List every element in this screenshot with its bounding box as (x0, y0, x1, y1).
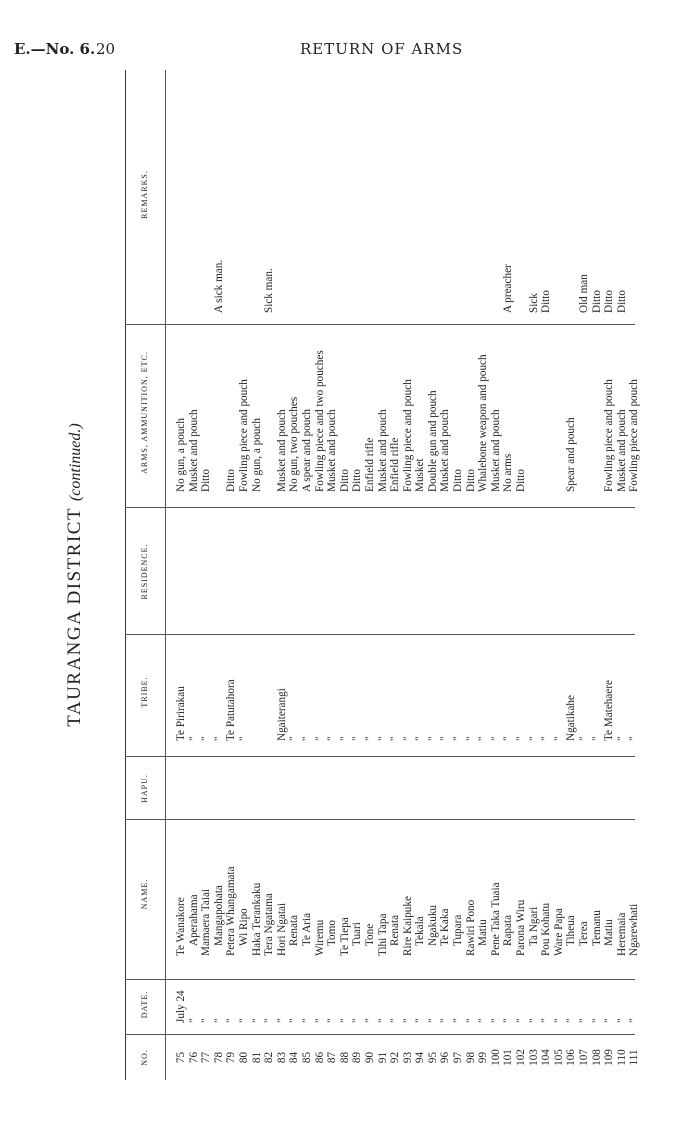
cell-date: " (578, 1018, 590, 1023)
cell-no: 78 (212, 1051, 225, 1064)
cell-no: 100 (489, 1049, 502, 1066)
cell-arms (528, 325, 541, 500)
cell-arms: Ditto (225, 469, 238, 492)
cell-date: " (477, 1018, 490, 1023)
cell-no: 81 (250, 1051, 263, 1064)
cell-date: " (565, 1018, 578, 1023)
cell-arms: Ditto (200, 469, 213, 492)
cell-tribe: " (363, 736, 376, 741)
cell-date: " (489, 1018, 502, 1023)
cell-date: " (338, 1018, 351, 1023)
cell-tribe: Te Patutahora (225, 679, 238, 741)
cell-tribe (263, 635, 276, 749)
cell-name: Renata (389, 914, 402, 946)
cell-arms (591, 325, 604, 500)
page-title: RETURN OF ARMS (300, 40, 464, 58)
rotated-table-page (55, 70, 655, 1080)
cell-name: Matiu (603, 919, 616, 946)
cell-arms: Musket and pouch (376, 409, 389, 492)
continued-note: (continued.) (67, 423, 84, 502)
cell-arms: No arms (502, 453, 515, 492)
column-no (125, 1034, 641, 1080)
cell-name: Ta Ngari (527, 906, 540, 946)
cell-tribe: " (212, 736, 225, 741)
cell-name: Ngakuku (426, 904, 439, 946)
cell-arms: Musket and pouch (275, 409, 288, 492)
column-header-residence: RESIDENCE. (125, 508, 166, 635)
cell-name: Wi Ripo (237, 908, 250, 946)
cell-arms: Fowling piece and pouch (401, 379, 414, 492)
cell-date: " (237, 1018, 250, 1023)
column-header-name: NAME. (125, 820, 166, 980)
cell-tribe: " (615, 736, 628, 741)
cell-arms: Fowling piece and two pouches (313, 350, 326, 492)
cell-arms: Ditto (338, 469, 351, 492)
cell-remarks (225, 70, 238, 319)
cell-arms: Double gun and pouch (426, 390, 439, 492)
cell-date: " (263, 1018, 276, 1023)
cell-no: 75 (175, 1051, 187, 1064)
cell-tribe: " (426, 736, 439, 741)
cell-name: Te Kaka (439, 908, 452, 946)
cell-name: Aperahama (187, 894, 200, 946)
cell-no: 88 (338, 1051, 351, 1064)
cell-tribe: " (578, 736, 590, 741)
cell-date: " (401, 1018, 414, 1023)
cell-tribe (251, 635, 264, 749)
cell-name: Heremaia (615, 912, 628, 956)
cell-no: 83 (275, 1051, 288, 1064)
cell-tribe: Ngaiterangi (275, 688, 288, 741)
cell-tribe: " (477, 736, 490, 741)
cell-name: Tomo (326, 920, 339, 946)
cell-date: " (452, 1018, 465, 1023)
cell-name: Petera Whangamata (225, 866, 238, 956)
cell-no: 95 (426, 1051, 439, 1064)
cell-no: 99 (477, 1051, 490, 1064)
cell-arms: No gun, two pouches (288, 396, 301, 492)
cell-name: Terea (578, 921, 590, 946)
cell-date: " (288, 1018, 301, 1023)
cell-name: Te Aria (300, 912, 313, 946)
cell-no: 90 (363, 1051, 376, 1064)
cell-no: 80 (237, 1051, 250, 1064)
district-name: TAURANGA DISTRICT (64, 507, 85, 727)
cell-no: 104 (540, 1049, 553, 1066)
cell-no: 97 (452, 1051, 465, 1064)
cell-date: " (590, 1018, 603, 1023)
cell-name: Pou Kohatu (540, 902, 553, 956)
cell-tribe: " (414, 736, 427, 741)
cell-date: " (250, 1018, 263, 1023)
cell-arms: No gun, a pouch (250, 418, 263, 492)
cell-arms: Musket (414, 458, 427, 492)
cell-remarks (553, 70, 566, 319)
cell-tribe: " (464, 736, 477, 741)
cell-no: 96 (439, 1051, 452, 1064)
cell-remarks (439, 70, 452, 319)
cell-tribe: " (351, 736, 364, 741)
column-hapu (125, 756, 635, 820)
arms-return-table (125, 70, 641, 1080)
cell-no: 93 (401, 1051, 414, 1064)
cell-name: Mamaera Taiai (200, 888, 213, 956)
cell-remarks (339, 70, 352, 319)
cell-arms: Ditto (464, 469, 477, 492)
cell-remarks (251, 70, 264, 319)
cell-tribe: " (389, 736, 402, 741)
cell-arms (553, 325, 566, 500)
cell-remarks (351, 70, 364, 319)
cell-arms: Ditto (351, 469, 364, 492)
cell-tribe: " (237, 736, 250, 741)
cell-name: Rire Kaipuke (401, 896, 414, 956)
cell-no: 101 (502, 1049, 515, 1066)
cell-tribe: " (502, 736, 515, 741)
cell-name: Haka Terankaku (250, 882, 263, 956)
cell-arms: Whalebone weapon and pouch (477, 354, 490, 492)
cell-arms (263, 325, 276, 500)
cell-name: Ngarewhati (628, 903, 641, 956)
cell-remarks: Sick man. (263, 268, 276, 313)
cell-tribe: " (590, 736, 603, 741)
cell-remarks (175, 70, 188, 319)
column-arms (125, 324, 641, 508)
column-remarks (125, 70, 635, 325)
cell-remarks (364, 70, 377, 319)
cell-remarks: A sick man. (212, 259, 225, 313)
cell-tribe: Ngatikahe (565, 695, 578, 741)
cell-no: 105 (552, 1049, 565, 1066)
cell-tribe: " (187, 736, 200, 741)
cell-tribe: " (376, 736, 389, 741)
cell-tribe: " (338, 736, 351, 741)
cell-remarks: Old man (578, 274, 590, 313)
column-header-tribe: TRIBE. (125, 635, 166, 757)
cell-no: 94 (414, 1051, 427, 1064)
cell-no: 102 (515, 1049, 528, 1066)
cell-date: " (313, 1018, 326, 1023)
cell-name: Parona Wiru (515, 899, 528, 956)
cell-no: 108 (590, 1049, 603, 1066)
cell-arms: Musket and pouch (326, 409, 339, 492)
cell-remarks (389, 70, 402, 319)
cell-remarks (314, 70, 327, 319)
cell-date: " (615, 1018, 628, 1023)
column-header-remarks: REMARKS. (125, 70, 166, 325)
cell-remarks: Ditto (615, 290, 628, 313)
cell-date: " (225, 1018, 238, 1023)
cell-name: Ware Papa (552, 908, 565, 956)
cell-arms: No gun, a pouch (175, 418, 187, 492)
cell-arms (578, 325, 591, 500)
cell-tribe: " (200, 736, 213, 741)
cell-tribe: " (401, 736, 414, 741)
cell-remarks (452, 70, 465, 319)
cell-arms: Spear and pouch (565, 417, 578, 492)
cell-name: Mangapohata (212, 885, 225, 946)
cell-name: Wiremu (313, 919, 326, 956)
cell-no: 91 (376, 1051, 389, 1064)
cell-remarks (628, 70, 641, 319)
cell-date: " (376, 1018, 389, 1023)
cell-name: Te Wanakore (175, 897, 187, 956)
cell-remarks: Sick (527, 293, 540, 313)
column-tribe (125, 634, 641, 757)
cell-no: 111 (628, 1049, 641, 1066)
cell-arms: Musket and pouch (615, 409, 628, 492)
cell-remarks (276, 70, 289, 319)
cell-tribe: " (540, 736, 553, 741)
cell-name: Temanu (590, 910, 603, 946)
cell-name: Tihi Tapa (376, 913, 389, 956)
cell-date: " (275, 1018, 288, 1023)
cell-tribe: " (628, 736, 641, 741)
cell-name: Tuari (351, 922, 364, 946)
cell-name: Rawiri Pono (464, 899, 477, 956)
cell-date: " (527, 1018, 540, 1023)
cell-no: 76 (187, 1051, 200, 1064)
column-name (125, 819, 641, 980)
cell-tribe: " (288, 736, 301, 741)
cell-date: " (326, 1018, 339, 1023)
cell-remarks: A preacher (502, 264, 515, 313)
cell-remarks (565, 70, 578, 319)
cell-date: " (515, 1018, 528, 1023)
column-header-date: DATE. (125, 980, 166, 1035)
cell-date: " (187, 1018, 200, 1023)
column-header-arms: ARMS, AMMUNITION, ETC. (125, 325, 166, 508)
cell-remarks (427, 70, 440, 319)
cell-no: 98 (464, 1051, 477, 1064)
cell-arms: Fowling piece and pouch (603, 379, 616, 492)
cell-arms: Enfield rifle (363, 437, 376, 492)
cell-date: " (212, 1018, 225, 1023)
cell-date: " (414, 1018, 427, 1023)
cell-tribe: " (326, 736, 339, 741)
cell-arms: Ditto (452, 469, 465, 492)
column-date (125, 979, 641, 1035)
cell-date: July 24 (175, 990, 187, 1023)
cell-arms: Musket and pouch (187, 409, 200, 492)
column-header-no: NO. (125, 1035, 166, 1080)
cell-remarks (377, 70, 390, 319)
cell-tribe: " (489, 736, 502, 741)
cell-remarks (326, 70, 339, 319)
cell-remarks: Ditto (603, 290, 616, 313)
cell-no: 82 (263, 1051, 276, 1064)
cell-no: 106 (565, 1049, 578, 1066)
cell-name: Pene Taka Tuaia (489, 882, 502, 956)
cell-no: 79 (225, 1051, 238, 1064)
cell-date: " (502, 1018, 515, 1023)
cell-no: 86 (313, 1051, 326, 1064)
cell-name: Te Tiepa (338, 917, 351, 956)
cell-date: " (389, 1018, 402, 1023)
cell-date: " (552, 1018, 565, 1023)
cell-tribe: Te Pirirakau (175, 686, 187, 741)
cell-tribe: " (452, 736, 465, 741)
cell-date: " (439, 1018, 452, 1023)
cell-no: 103 (527, 1049, 540, 1066)
cell-remarks (238, 70, 251, 319)
cell-tribe: " (439, 736, 452, 741)
cell-name: Tone (363, 923, 376, 946)
cell-remarks (200, 70, 213, 319)
cell-no: 84 (288, 1051, 301, 1064)
cell-name: Matiu (477, 919, 490, 946)
cell-remarks (188, 70, 201, 319)
cell-arms: Fowling piece and pouch (237, 379, 250, 492)
cell-tribe: Te Matehaere (603, 679, 616, 741)
cell-arms (213, 325, 226, 500)
cell-name: Rapata (502, 914, 515, 946)
cell-remarks (301, 70, 314, 319)
cell-remarks (477, 70, 490, 319)
cell-arms: Ditto (515, 469, 528, 492)
cell-name: Hori Ngatai (275, 902, 288, 956)
cell-remarks (465, 70, 478, 319)
cell-arms: A spear and pouch (300, 409, 313, 492)
cell-date: " (464, 1018, 477, 1023)
cell-no: 107 (578, 1049, 590, 1066)
cell-name: Tekala (414, 916, 427, 946)
cell-tribe: " (313, 736, 326, 741)
cell-no: 110 (615, 1049, 628, 1066)
cell-arms: Musket and pouch (439, 409, 452, 492)
cell-name: Tiheua (565, 915, 578, 946)
district-heading (55, 70, 95, 1080)
cell-tribe: " (300, 736, 313, 741)
cell-date: " (540, 1018, 553, 1023)
column-residence (125, 507, 635, 635)
cell-no: 109 (603, 1049, 616, 1066)
cell-tribe: " (527, 736, 540, 741)
cell-remarks: Ditto (540, 290, 553, 313)
cell-tribe: " (515, 736, 528, 741)
cell-no: 77 (200, 1051, 213, 1064)
cell-date: " (300, 1018, 313, 1023)
cell-name: Tera Ngatama (263, 893, 276, 956)
cell-tribe: " (552, 736, 565, 741)
cell-arms: Enfield rifle (389, 437, 402, 492)
cell-date: " (351, 1018, 364, 1023)
cell-remarks (515, 70, 528, 319)
cell-arms: Fowling piece and pouch (628, 379, 641, 492)
cell-remarks (402, 70, 415, 319)
cell-no: 87 (326, 1051, 339, 1064)
cell-remarks (288, 70, 301, 319)
cell-date: " (200, 1018, 213, 1023)
cell-remarks (414, 70, 427, 319)
cell-remarks: Ditto (590, 290, 603, 313)
cell-arms: Musket and pouch (489, 409, 502, 492)
cell-no: 85 (300, 1051, 313, 1064)
cell-remarks (490, 70, 503, 319)
cell-arms (540, 325, 553, 500)
cell-name: Tupara (452, 914, 465, 946)
cell-no: 89 (351, 1051, 364, 1064)
cell-date: " (363, 1018, 376, 1023)
document-reference: E.—No. 6. (14, 40, 96, 58)
cell-no: 92 (389, 1051, 402, 1064)
cell-date: " (603, 1018, 616, 1023)
cell-name: Renata (288, 914, 301, 946)
page-number: 20 (96, 40, 116, 58)
cell-date: " (426, 1018, 439, 1023)
cell-date: " (628, 1018, 641, 1023)
column-header-hapu: HAPU. (125, 757, 166, 820)
